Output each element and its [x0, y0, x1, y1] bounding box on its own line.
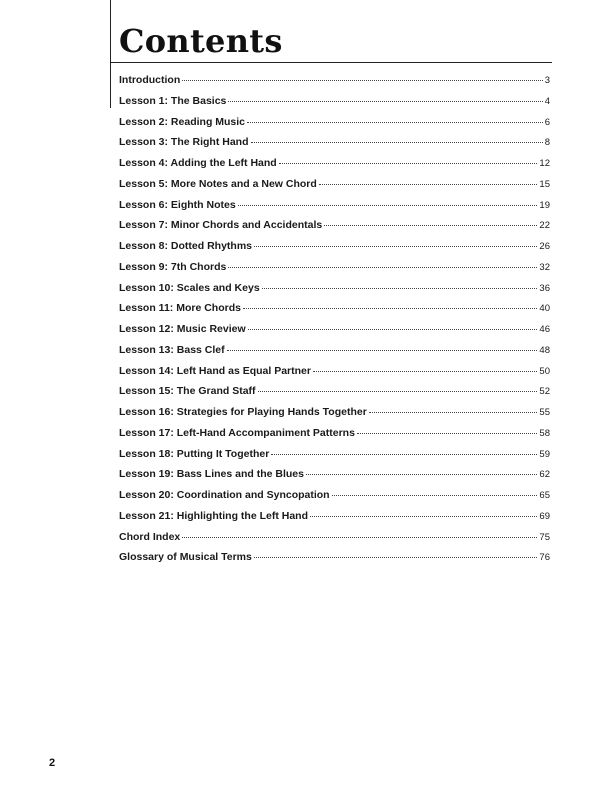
dot-leader: [254, 246, 537, 247]
toc-entry-label: Lesson 15: The Grand Staff: [119, 385, 256, 398]
toc-entry-label: Lesson 8: Dotted Rhythms: [119, 240, 253, 252]
toc-entry[interactable]: [119, 319, 550, 340]
toc-entry-page: 50: [539, 365, 550, 377]
toc-entry-page: 8: [544, 137, 550, 149]
dot-leader: [310, 516, 537, 517]
margin-vertical-rule: [110, 0, 111, 108]
toc-entry-page: 55: [539, 407, 550, 418]
toc-entry-page: 19: [539, 199, 550, 211]
toc-entry[interactable]: [119, 112, 550, 133]
toc-entry-label: Lesson 2: Reading Music: [119, 115, 246, 128]
toc-entry[interactable]: [119, 464, 550, 485]
toc-entry-page: 26: [539, 241, 550, 252]
toc-entry-label: Lesson 17: Left-Hand Accompaniment Patterns: [119, 426, 355, 439]
toc-entry[interactable]: [119, 506, 550, 527]
toc-entry[interactable]: [119, 132, 550, 153]
toc-entry-page: 3: [544, 75, 550, 86]
toc-entry[interactable]: [119, 527, 550, 548]
toc-entry-page: 58: [539, 427, 550, 439]
dot-leader: [248, 329, 538, 330]
dot-leader: [228, 267, 537, 268]
dot-leader: [247, 122, 543, 123]
toc-entry[interactable]: [119, 236, 550, 257]
toc-entry-label: Lesson 13: Bass Clef: [119, 343, 225, 356]
toc-entry-label: Lesson 9: 7th Chords: [119, 260, 227, 273]
toc-entry[interactable]: [119, 361, 550, 382]
toc-entry-label: Lesson 10: Scales and Keys: [119, 281, 260, 294]
dot-leader: [182, 537, 537, 538]
page-number: 2: [49, 757, 56, 769]
table-of-contents: [119, 70, 550, 568]
toc-entry-label: Lesson 18: Putting It Together: [119, 447, 270, 460]
toc-entry-page: 65: [539, 490, 550, 501]
toc-entry-page: 40: [539, 303, 550, 315]
toc-entry[interactable]: [119, 485, 550, 506]
toc-entry-label: Lesson 5: More Notes and a New Chord: [119, 177, 317, 190]
toc-entry-label: Lesson 7: Minor Chords and Accidentals: [119, 219, 323, 232]
toc-entry-label: Lesson 19: Bass Lines and the Blues: [119, 468, 304, 481]
dot-leader: [251, 142, 543, 143]
toc-entry[interactable]: [119, 298, 550, 319]
toc-entry-label: Lesson 11: More Chords: [119, 302, 241, 315]
toc-entry[interactable]: [119, 257, 550, 278]
dot-leader: [262, 288, 538, 289]
dot-leader: [271, 454, 537, 455]
toc-entry[interactable]: [119, 340, 550, 361]
toc-entry-page: 76: [539, 552, 550, 564]
toc-entry[interactable]: [119, 402, 550, 423]
toc-entry-page: 69: [539, 510, 550, 522]
dot-leader: [254, 557, 538, 558]
toc-entry-page: 52: [539, 386, 550, 398]
toc-entry-page: 4: [544, 95, 550, 107]
toc-entry-page: 62: [539, 469, 550, 481]
toc-entry-label: Introduction: [119, 74, 181, 86]
toc-entry[interactable]: [119, 153, 550, 174]
toc-entry-page: 6: [544, 116, 550, 128]
dot-leader: [279, 163, 538, 164]
dot-leader: [243, 308, 537, 309]
toc-entry[interactable]: [119, 444, 550, 465]
page-title: Contents: [119, 22, 283, 60]
toc-entry-label: Lesson 12: Music Review: [119, 323, 246, 335]
toc-entry-label: Lesson 3: The Right Hand: [119, 136, 249, 149]
toc-entry-label: Lesson 6: Eighth Notes: [119, 198, 236, 211]
toc-entry[interactable]: [119, 70, 550, 91]
dot-leader: [306, 474, 537, 475]
toc-entry[interactable]: [119, 195, 550, 216]
dot-leader: [313, 371, 537, 372]
dot-leader: [258, 391, 538, 392]
dot-leader: [238, 205, 538, 206]
toc-entry[interactable]: [119, 381, 550, 402]
toc-entry-page: 15: [539, 178, 550, 190]
toc-entry-page: 12: [539, 158, 550, 169]
toc-entry-label: Lesson 20: Coordination and Syncopation: [119, 489, 330, 501]
toc-entry-page: 32: [539, 261, 550, 273]
dot-leader: [324, 225, 537, 226]
toc-entry-page: 75: [539, 531, 550, 543]
toc-entry[interactable]: [119, 174, 550, 195]
dot-leader: [332, 495, 538, 496]
toc-entry-page: 59: [539, 448, 550, 460]
toc-entry-page: 46: [539, 324, 550, 335]
toc-entry-label: Lesson 21: Highlighting the Left Hand: [119, 509, 308, 522]
toc-entry-label: Lesson 4: Adding the Left Hand: [119, 157, 277, 169]
dot-leader: [369, 412, 538, 413]
toc-entry-page: 48: [539, 344, 550, 356]
toc-entry-label: Glossary of Musical Terms: [119, 551, 252, 564]
toc-entry-label: Chord Index: [119, 530, 181, 543]
toc-entry[interactable]: [119, 423, 550, 444]
toc-entry-page: 36: [539, 282, 550, 294]
dot-leader: [227, 350, 538, 351]
dot-leader: [319, 184, 538, 185]
toc-entry-page: 22: [539, 220, 550, 232]
toc-entry[interactable]: [119, 547, 550, 568]
toc-entry[interactable]: [119, 91, 550, 112]
dot-leader: [228, 101, 542, 102]
toc-entry-label: Lesson 14: Left Hand as Equal Partner: [119, 364, 311, 377]
toc-entry[interactable]: [119, 215, 550, 236]
toc-entry-label: Lesson 16: Strategies for Playing Hands Together: [119, 406, 367, 418]
toc-entry[interactable]: [119, 278, 550, 299]
dot-leader: [357, 433, 538, 434]
toc-entry-label: Lesson 1: The Basics: [119, 94, 227, 107]
dot-leader: [182, 80, 542, 81]
title-underline-rule: [110, 62, 552, 63]
